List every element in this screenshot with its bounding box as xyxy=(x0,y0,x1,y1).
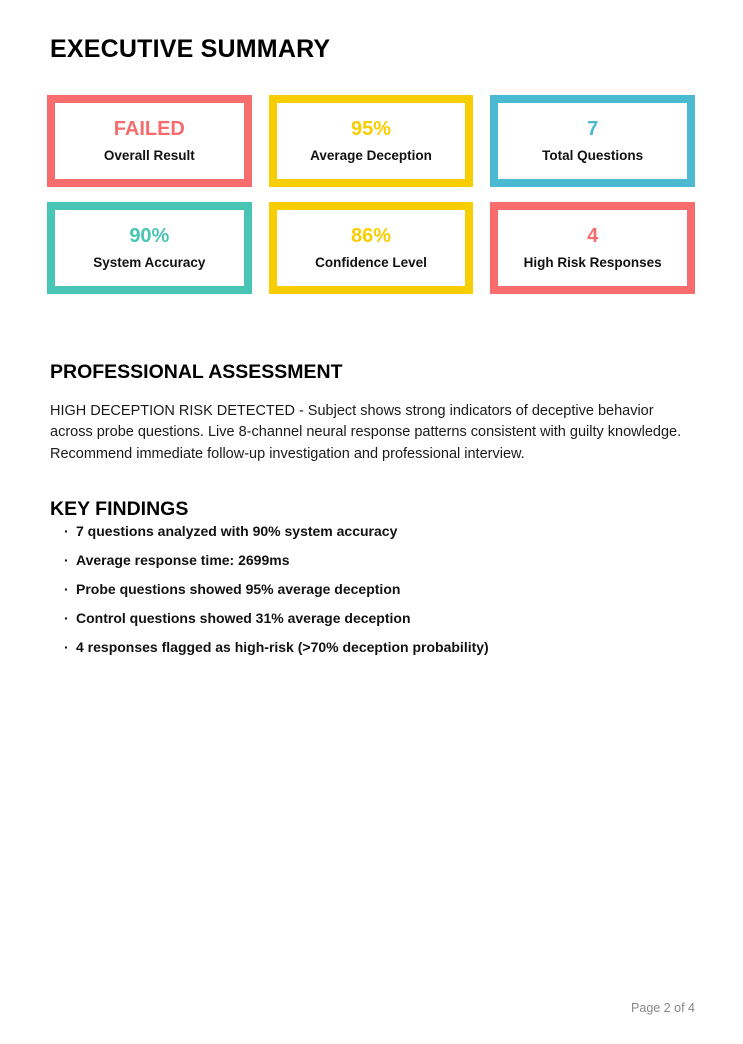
list-item xyxy=(64,553,684,567)
stat-value: 95% xyxy=(350,118,391,141)
bullet-dot: · xyxy=(64,639,69,655)
list-item xyxy=(64,524,684,538)
stat-value: 90% xyxy=(129,225,170,248)
finding-text: Average response time: 2699ms xyxy=(76,552,290,568)
stat-label: Overall Result xyxy=(103,148,195,164)
bullet-dot: · xyxy=(64,552,69,568)
finding-text: 7 questions analyzed with 90% system accuracy xyxy=(76,523,398,539)
stat-card-total-questions xyxy=(490,95,695,187)
stat-cards-grid xyxy=(47,95,695,294)
list-item xyxy=(64,640,684,654)
stat-value: 7 xyxy=(587,118,599,141)
stat-card-confidence-level xyxy=(269,202,474,294)
finding-text: Probe questions showed 95% average deception xyxy=(76,581,401,597)
stat-card-overall-result xyxy=(47,95,252,187)
page-number: Page 2 of 4 xyxy=(631,1001,695,1015)
assessment-body-text: HIGH DECEPTION RISK DETECTED - Subject shows strong indicators of deceptive behavior across probe questions. Live 8-channel neural response patterns consistent with guilty knowledge. Recommend immediate follow-up investigation and professional interview. xyxy=(50,402,682,462)
stat-card-high-risk-responses xyxy=(490,202,695,294)
bullet-dot: · xyxy=(64,581,69,597)
finding-text: Control questions showed 31% average deception xyxy=(76,610,411,626)
bullet-dot: · xyxy=(64,523,69,539)
stat-value: FAILED xyxy=(113,118,185,141)
stat-card-system-accuracy xyxy=(47,202,252,294)
key-findings-list xyxy=(64,524,684,669)
list-item xyxy=(64,611,684,625)
list-item xyxy=(64,582,684,596)
stat-card-average-deception xyxy=(269,95,474,187)
stat-value: 86% xyxy=(350,225,391,248)
stat-label: High Risk Responses xyxy=(523,255,662,271)
stat-label: System Accuracy xyxy=(93,255,206,271)
finding-text: 4 responses flagged as high-risk (>70% deception probability) xyxy=(76,639,489,655)
bullet-dot: · xyxy=(64,610,69,626)
stat-value: 4 xyxy=(587,225,599,248)
stat-label: Total Questions xyxy=(542,148,644,164)
stat-label: Average Deception xyxy=(310,148,432,164)
page-title: EXECUTIVE SUMMARY xyxy=(50,34,331,63)
key-findings-section-heading: KEY FINDINGS xyxy=(50,498,189,521)
assessment-section-heading: PROFESSIONAL ASSESSMENT xyxy=(50,361,343,384)
stat-label: Confidence Level xyxy=(315,255,427,271)
